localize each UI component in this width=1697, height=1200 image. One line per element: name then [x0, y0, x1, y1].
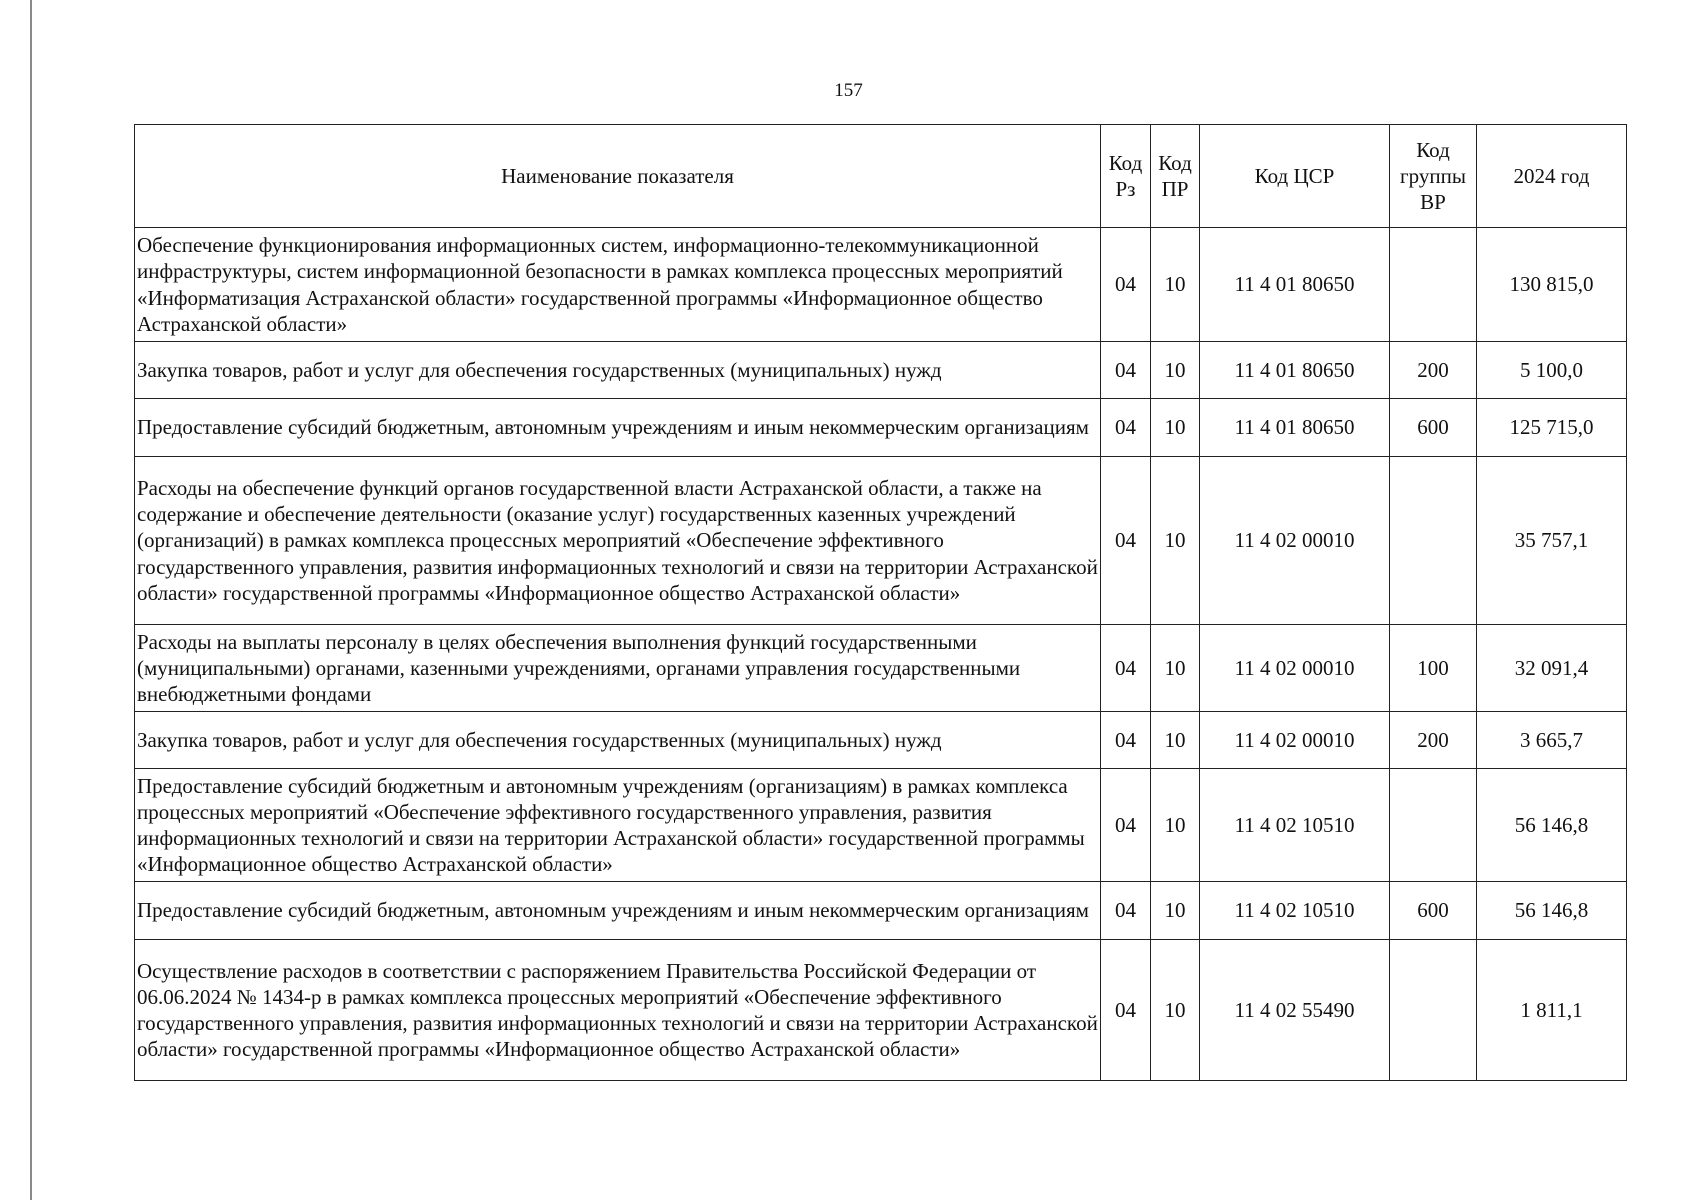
row-name: Обеспечение функционирования информационных систем, информационно-телекоммуникационной инфраструктуры, систем информационной безопасности в рамках комплекса процессных мероприятий «Информатизация Астраханской области» государственной программы «Информационное общество Астраханской области»: [135, 228, 1101, 342]
row-name: Закупка товаров, работ и услуг для обеспечения государственных (муниципальных) нужд: [135, 712, 1101, 769]
row-vr: [1390, 940, 1477, 1081]
row-amount: 3 665,7: [1477, 712, 1627, 769]
row-amount: 32 091,4: [1477, 625, 1627, 712]
row-vr: [1390, 769, 1477, 882]
row-amount: 1 811,1: [1477, 940, 1627, 1081]
row-rz: 04: [1101, 625, 1151, 712]
row-vr: 100: [1390, 625, 1477, 712]
table-row: [135, 228, 1627, 342]
scan-edge-line: [30, 0, 32, 1200]
row-vr: [1390, 228, 1477, 342]
row-amount: 56 146,8: [1477, 769, 1627, 882]
row-vr: [1390, 457, 1477, 625]
row-name: Расходы на выплаты персоналу в целях обеспечения выполнения функций государственными (муниципальными) органами, казенными учреждениями, органами управления государственными внебюджетными фондами: [135, 625, 1101, 712]
row-name: Осуществление расходов в соответствии с распоряжением Правительства Российской Федерации от 06.06.2024 № 1434-р в рамках комплекса процессных мероприятий «Обеспечение эффективного государственного управления, развития информационных технологий и связи на территории Астраханской области» государственной программы «Информационное общество Астраханской области»: [135, 940, 1101, 1081]
page-number: 157: [834, 80, 863, 101]
row-csr: 11 4 02 10510: [1200, 769, 1390, 882]
table-row: [135, 399, 1627, 457]
row-pr: 10: [1151, 399, 1200, 457]
row-vr: 200: [1390, 712, 1477, 769]
row-pr: 10: [1151, 457, 1200, 625]
row-csr: 11 4 02 00010: [1200, 457, 1390, 625]
table-row: [135, 342, 1627, 399]
row-pr: 10: [1151, 228, 1200, 342]
row-rz: 04: [1101, 399, 1151, 457]
row-csr: 11 4 02 55490: [1200, 940, 1390, 1081]
row-rz: 04: [1101, 940, 1151, 1081]
row-name: Расходы на обеспечение функций органов государственной власти Астраханской области, а также на содержание и обеспечение деятельности (оказание услуг) государственных казенных учреждений (организаций) в рамках комплекса процессных мероприятий «Обеспечение эффективного государственного управления, развития информационных технологий и связи на территории Астраханской области» государственной программы «Информационное общество Астраханской области»: [135, 457, 1101, 625]
row-name: Предоставление субсидий бюджетным и автономным учреждениям (организациям) в рамках комплекса процессных мероприятий «Обеспечение эффективного государственного управления, развития информационных технологий и связи на территории Астраханской области» государственной программы «Информационное общество Астраханской области»: [135, 769, 1101, 882]
row-csr: 11 4 02 10510: [1200, 882, 1390, 940]
row-rz: 04: [1101, 457, 1151, 625]
row-amount: 56 146,8: [1477, 882, 1627, 940]
row-amount: 35 757,1: [1477, 457, 1627, 625]
row-amount: 5 100,0: [1477, 342, 1627, 399]
row-name: Закупка товаров, работ и услуг для обеспечения государственных (муниципальных) нужд: [135, 342, 1101, 399]
row-vr: 600: [1390, 399, 1477, 457]
row-rz: 04: [1101, 342, 1151, 399]
row-vr: 600: [1390, 882, 1477, 940]
row-pr: 10: [1151, 625, 1200, 712]
table-row: [135, 625, 1627, 712]
row-csr: 11 4 02 00010: [1200, 625, 1390, 712]
header-rz: Код Рз: [1101, 125, 1151, 228]
header-csr: Код ЦСР: [1200, 125, 1390, 228]
header-name: Наименование показателя: [135, 125, 1101, 228]
table-row: [135, 940, 1627, 1081]
row-pr: 10: [1151, 712, 1200, 769]
header-vr: Код группы ВР: [1390, 125, 1477, 228]
row-rz: 04: [1101, 769, 1151, 882]
header-pr: Код ПР: [1151, 125, 1200, 228]
row-pr: 10: [1151, 342, 1200, 399]
row-pr: 10: [1151, 769, 1200, 882]
row-csr: 11 4 02 00010: [1200, 712, 1390, 769]
row-amount: 125 715,0: [1477, 399, 1627, 457]
row-amount: 130 815,0: [1477, 228, 1627, 342]
row-name: Предоставление субсидий бюджетным, автономным учреждениям и иным некоммерческим организациям: [135, 399, 1101, 457]
budget-table: [134, 124, 1627, 1081]
table-row: [135, 712, 1627, 769]
table-row: [135, 769, 1627, 882]
row-vr: 200: [1390, 342, 1477, 399]
row-csr: 11 4 01 80650: [1200, 399, 1390, 457]
table-header-row: [135, 125, 1627, 228]
table-row: [135, 457, 1627, 625]
row-rz: 04: [1101, 712, 1151, 769]
row-csr: 11 4 01 80650: [1200, 342, 1390, 399]
row-pr: 10: [1151, 882, 1200, 940]
row-name: Предоставление субсидий бюджетным, автономным учреждениям и иным некоммерческим организациям: [135, 882, 1101, 940]
header-year: 2024 год: [1477, 125, 1627, 228]
row-csr: 11 4 01 80650: [1200, 228, 1390, 342]
row-rz: 04: [1101, 228, 1151, 342]
row-pr: 10: [1151, 940, 1200, 1081]
table-row: [135, 882, 1627, 940]
row-rz: 04: [1101, 882, 1151, 940]
